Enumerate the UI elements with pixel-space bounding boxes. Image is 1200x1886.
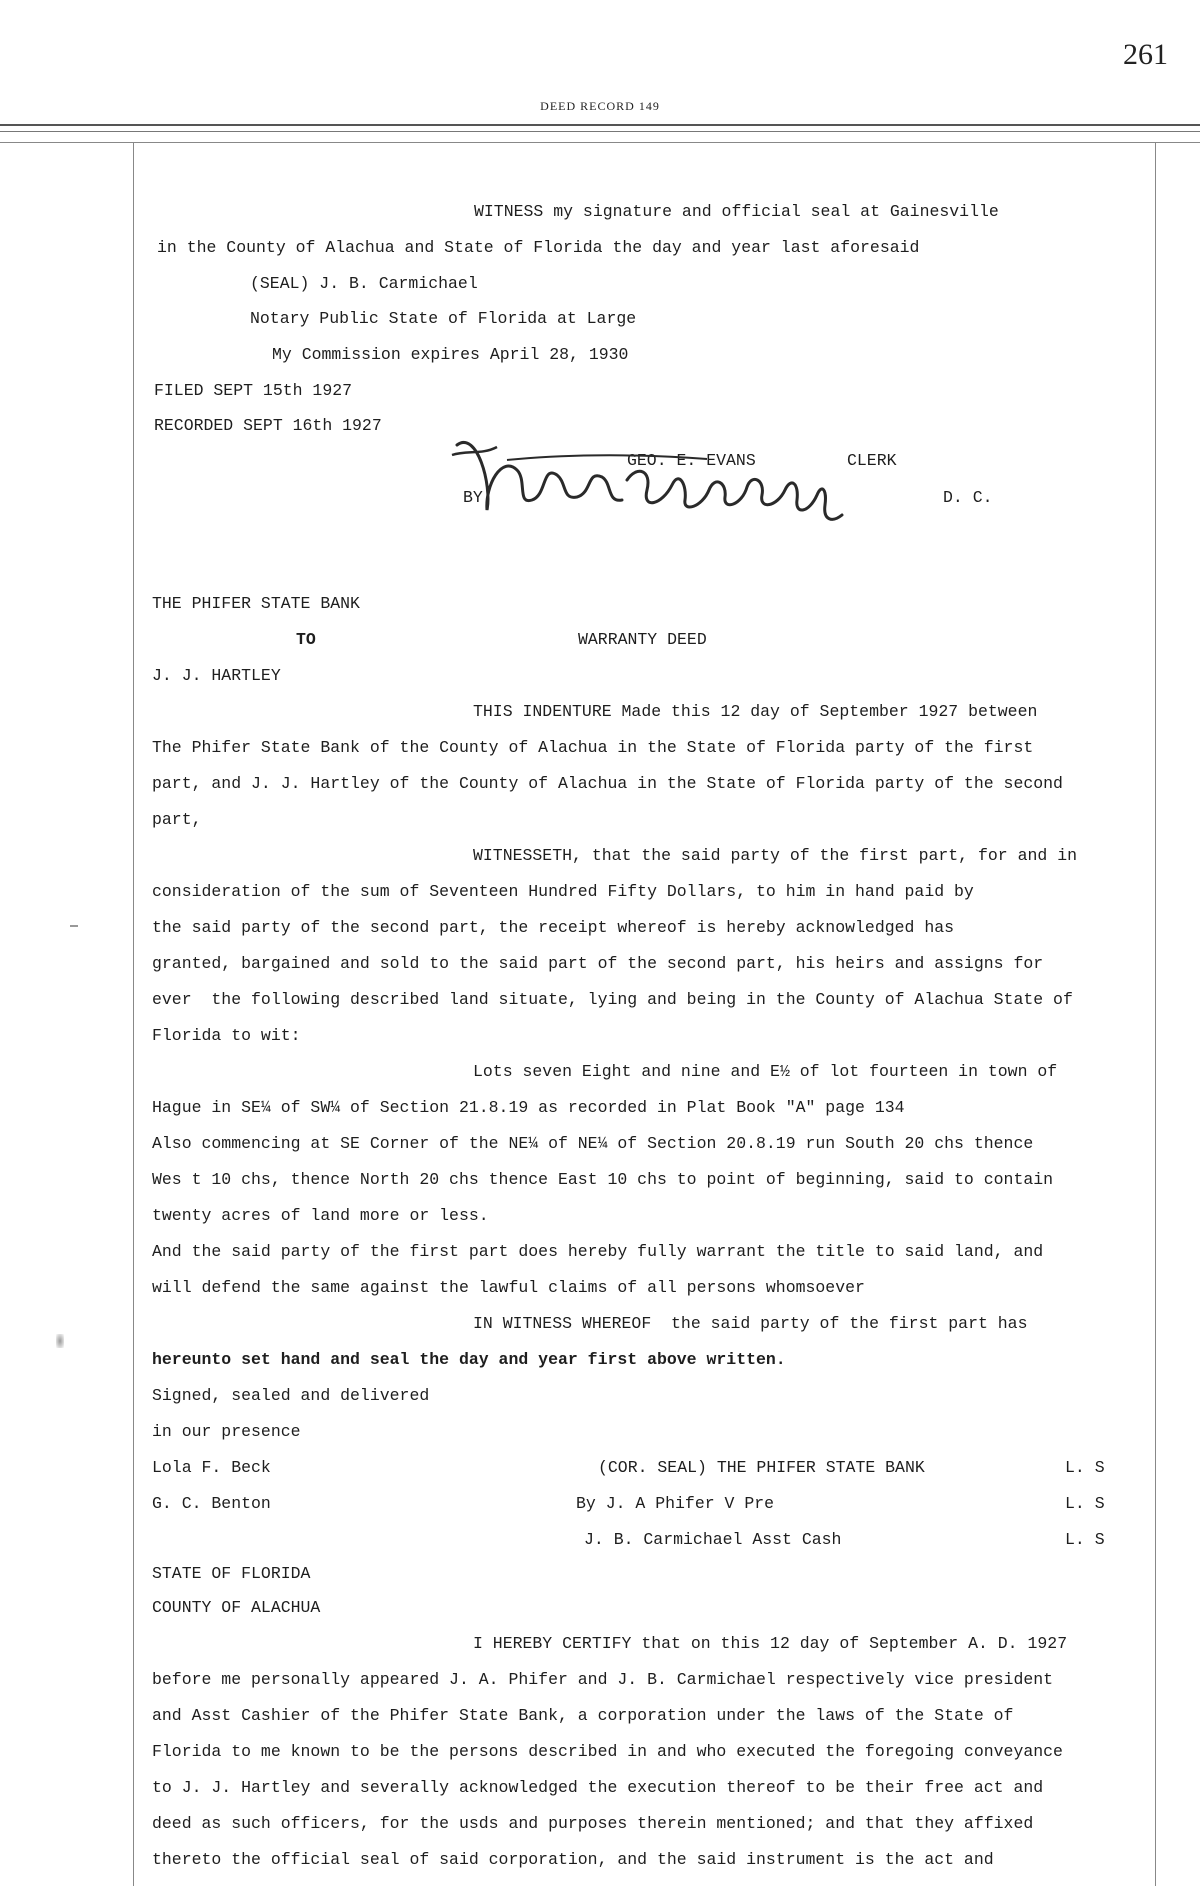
header-rule bbox=[0, 142, 1200, 143]
ack-county: COUNTY OF ALACHUA bbox=[152, 1598, 321, 1617]
deed-body-line: THIS INDENTURE Made this 12 day of September 1927 between bbox=[473, 702, 1038, 721]
grantor-heading: THE PHIFER STATE BANK bbox=[152, 594, 360, 613]
warranty-clause-line: And the said party of the first part does hereby fully warrant the title to said land, and bbox=[152, 1242, 1044, 1261]
ack-line: deed as such officers, for the usds and purposes therein mentioned; and that they affixed bbox=[152, 1814, 1034, 1833]
land-description-line: Also commencing at SE Corner of the NE¼ of NE¼ of Section 20.8.19 run South 20 chs thence bbox=[152, 1134, 1034, 1153]
left-margin-rule bbox=[133, 142, 134, 1886]
stray-mark bbox=[70, 925, 78, 927]
land-description-line: Lots seven Eight and nine and E½ of lot fourteen in town of bbox=[473, 1062, 1058, 1081]
deed-body-line: WITNESSETH, that the said party of the first part, for and in bbox=[473, 846, 1077, 865]
ack-line: to J. J. Hartley and severally acknowledged the execution thereof to be their free act and bbox=[152, 1778, 1044, 1797]
ack-line: Florida to me known to be the persons described in and who executed the foregoing conveyance bbox=[152, 1742, 1063, 1761]
deed-body-line: consideration of the sum of Seventeen Hundred Fifty Dollars, to him in hand paid by bbox=[152, 882, 974, 901]
in-witness-line: hereunto set hand and seal the day and year first above written. bbox=[152, 1350, 786, 1369]
deed-body-line: granted, bargained and sold to the said part of the second part, his heirs and assigns for bbox=[152, 954, 1044, 973]
clerk-name: GEO. E. EVANS bbox=[627, 451, 756, 470]
witness-name: G. C. Benton bbox=[152, 1494, 271, 1513]
notary-title: Notary Public State of Florida at Large bbox=[250, 309, 637, 328]
ack-line: I HEREBY CERTIFY that on this 12 day of September A. D. 1927 bbox=[473, 1634, 1068, 1653]
by-label: BY bbox=[463, 488, 483, 507]
header-rule bbox=[0, 131, 1200, 132]
witness-name: Lola F. Beck bbox=[152, 1458, 271, 1477]
notary-witness-line: WITNESS my signature and official seal at Gainesville bbox=[474, 202, 999, 221]
notary-witness-line: in the County of Alachua and State of Florida the day and year last aforesaid bbox=[157, 238, 920, 257]
signer-name: By J. A Phifer V Pre bbox=[576, 1494, 775, 1513]
deed-body-line: part, and J. J. Hartley of the County of Alachua in the State of Florida party of the second bbox=[152, 774, 1063, 793]
grantee-heading: J. J. HARTLEY bbox=[152, 666, 281, 685]
deed-body-line: Florida to wit: bbox=[152, 1026, 301, 1045]
deed-record-title: DEED RECORD 149 bbox=[540, 99, 660, 113]
land-description-line: Wes t 10 chs, thence North 20 chs thence East 10 chs to point of beginning, said to contain bbox=[152, 1170, 1054, 1189]
recorded-date: RECORDED SEPT 16th 1927 bbox=[154, 416, 382, 435]
warranty-clause-line: will defend the same against the lawful claims of all persons whomsoever bbox=[152, 1278, 865, 1297]
notary-commission: My Commission expires April 28, 1930 bbox=[272, 345, 629, 364]
ack-state: STATE OF FLORIDA bbox=[152, 1564, 311, 1583]
deed-type-heading: WARRANTY DEED bbox=[578, 630, 707, 649]
stray-mark bbox=[56, 1334, 64, 1348]
to-heading: TO bbox=[296, 630, 316, 649]
notary-seal-signer: (SEAL) J. B. Carmichael bbox=[250, 274, 478, 293]
land-description-line: twenty acres of land more or less. bbox=[152, 1206, 489, 1225]
ls-mark: L. S bbox=[1065, 1458, 1105, 1477]
ls-mark: L. S bbox=[1065, 1530, 1105, 1549]
land-description-line: Hague in SE¼ of SW¼ of Section 21.8.19 as recorded in Plat Book "A" page 134 bbox=[152, 1098, 905, 1117]
signer-name: J. B. Carmichael Asst Cash bbox=[584, 1530, 842, 1549]
ack-line: thereto the official seal of said corporation, and the said instrument is the act and bbox=[152, 1850, 994, 1869]
handwritten-signature bbox=[447, 425, 867, 535]
deputy-clerk-label: D. C. bbox=[943, 488, 993, 507]
header-rule bbox=[0, 124, 1200, 126]
deed-body-line: part, bbox=[152, 810, 202, 829]
signed-sealed-line: in our presence bbox=[152, 1422, 301, 1441]
deed-body-line: The Phifer State Bank of the County of Alachua in the State of Florida party of the first bbox=[152, 738, 1034, 757]
signed-sealed-line: Signed, sealed and delivered bbox=[152, 1386, 430, 1405]
right-margin-rule bbox=[1155, 142, 1156, 1886]
ack-line: and Asst Cashier of the Phifer State Bank, a corporation under the laws of the State of bbox=[152, 1706, 1014, 1725]
filed-date: FILED SEPT 15th 1927 bbox=[154, 381, 353, 400]
in-witness-line: IN WITNESS WHEREOF the said party of the first part has bbox=[473, 1314, 1028, 1333]
ack-line: before me personally appeared J. A. Phifer and J. B. Carmichael respectively vice president bbox=[152, 1670, 1054, 1689]
deed-body-line: the said party of the second part, the receipt whereof is hereby acknowledged has bbox=[152, 918, 955, 937]
deed-body-line: ever the following described land situate, lying and being in the County of Alachua State of bbox=[152, 990, 1073, 1009]
page-number: 261 bbox=[1123, 38, 1168, 71]
clerk-title: CLERK bbox=[847, 451, 897, 470]
corporate-seal-line: (COR. SEAL) THE PHIFER STATE BANK bbox=[598, 1458, 925, 1477]
ls-mark: L. S bbox=[1065, 1494, 1105, 1513]
